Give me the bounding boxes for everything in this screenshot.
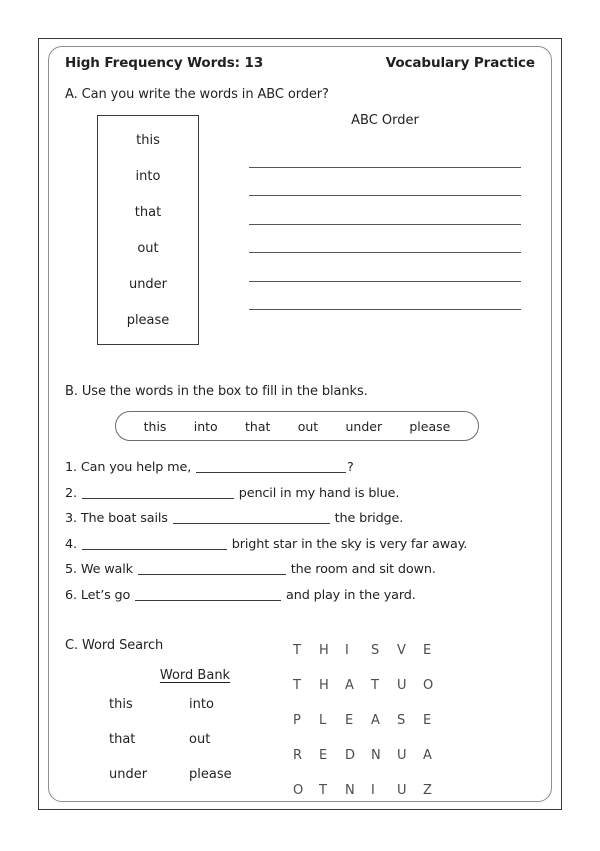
fill-blank-sentence: [65, 506, 543, 532]
word-search-cell[interactable]: N: [371, 748, 381, 763]
fill-blank-sentence: [65, 481, 543, 507]
word-search-cell[interactable]: T: [293, 678, 301, 693]
answer-blank[interactable]: [138, 574, 286, 575]
word-search-cell[interactable]: I: [371, 783, 375, 798]
word-search-cell[interactable]: U: [397, 783, 407, 798]
word-search-cell[interactable]: U: [397, 678, 407, 693]
word-search-cell[interactable]: D: [345, 748, 356, 763]
abc-order-line[interactable]: [249, 143, 521, 172]
word-bank-item: out: [189, 732, 211, 747]
word-search-cell[interactable]: S: [397, 713, 406, 728]
sentence-number: 3.: [65, 511, 77, 526]
sentence-number: 5.: [65, 562, 77, 577]
word-search-cell[interactable]: H: [319, 643, 329, 658]
sentence-text-after: bright star in the sky is very far away.: [231, 536, 468, 552]
word-search-row: [293, 783, 453, 802]
word-search-cell[interactable]: E: [345, 713, 354, 728]
sentence-text-after: the bridge.: [334, 511, 404, 526]
word-bank-item: that: [109, 732, 136, 747]
word-bank-item: this: [109, 697, 133, 712]
word-search-cell[interactable]: P: [293, 713, 301, 728]
answer-blank[interactable]: [196, 472, 346, 473]
sentence-number: 1.: [65, 460, 77, 475]
sentence-text-after: and play in the yard.: [286, 587, 416, 603]
abc-order-line[interactable]: [249, 172, 521, 201]
sentence-number: 4.: [65, 536, 77, 552]
word-bank-item: please: [189, 767, 232, 782]
word-bank-row: [109, 732, 289, 767]
abc-order-line[interactable]: [249, 286, 521, 315]
fill-blank-sentence: [65, 557, 543, 583]
word-bank-item: out: [297, 418, 319, 434]
word-bank-item: into: [189, 697, 214, 712]
abc-order-answer-lines: [249, 143, 521, 314]
sentence-text-before: The boat sails: [80, 511, 168, 526]
sentence-number: 2.: [65, 485, 77, 501]
word-search-cell[interactable]: I: [345, 643, 349, 658]
fill-blank-sentence: [65, 532, 543, 558]
answer-blank[interactable]: [173, 523, 330, 524]
worksheet-content: [49, 47, 552, 802]
fill-blank-sentence: [65, 455, 543, 481]
worksheet-page: [48, 46, 552, 802]
word-search-cell[interactable]: O: [293, 783, 304, 798]
answer-blank[interactable]: [82, 498, 234, 499]
word-search-cell[interactable]: V: [397, 643, 406, 658]
abc-order-title: ABC Order: [351, 113, 419, 128]
section-c-prompt: C. Word Search: [65, 638, 164, 653]
answer-blank[interactable]: [135, 600, 281, 601]
word-bank-item: this: [143, 418, 167, 434]
word-bank-row: [109, 767, 289, 802]
word-search-row: [293, 713, 453, 748]
section-a-prompt: A. Can you write the words in ABC order?: [65, 87, 329, 102]
fill-blank-sentence: [65, 583, 543, 609]
word-search-row: [293, 643, 453, 678]
answer-blank[interactable]: [82, 549, 227, 550]
section-b-prompt: B. Use the words in the box to fill in the blanks.: [65, 384, 368, 399]
word-search-cell[interactable]: U: [397, 748, 407, 763]
word-search-cell[interactable]: H: [319, 678, 329, 693]
word-search-cell[interactable]: E: [423, 643, 432, 658]
word-search-cell[interactable]: O: [423, 678, 434, 693]
word-box-item: this: [136, 132, 160, 148]
word-box-item: into: [135, 168, 161, 184]
sentence-text-before: We walk: [80, 562, 133, 577]
sentence-text-after: pencil in my hand is blue.: [238, 485, 400, 501]
sentence-text-after: ?: [347, 460, 354, 475]
section-c-word-bank-title: Word Bank: [159, 668, 231, 683]
section-b-word-bank: [115, 411, 479, 441]
word-search-cell[interactable]: T: [319, 783, 327, 798]
abc-order-line[interactable]: [249, 200, 521, 229]
word-bank-item: please: [409, 418, 451, 434]
word-search-cell[interactable]: R: [293, 748, 303, 763]
word-search-cell[interactable]: L: [319, 713, 327, 728]
word-search-row: [293, 678, 453, 713]
word-search-cell[interactable]: T: [371, 678, 379, 693]
section-c-word-bank-list: [109, 697, 289, 802]
word-box-item: please: [126, 312, 170, 328]
header-right-title: Vocabulary Practice: [385, 55, 535, 71]
word-search-row: [293, 748, 453, 783]
word-bank-item: under: [109, 767, 148, 782]
abc-order-line[interactable]: [249, 229, 521, 258]
word-bank-row: [109, 697, 289, 732]
word-bank-item: into: [193, 418, 218, 434]
word-box-item: under: [128, 276, 168, 292]
word-search-grid: [293, 643, 453, 802]
word-search-cell[interactable]: N: [345, 783, 355, 798]
section-b-sentences: [65, 455, 543, 608]
word-search-cell[interactable]: E: [319, 748, 328, 763]
word-search-cell[interactable]: Z: [423, 783, 432, 798]
word-search-cell[interactable]: E: [423, 713, 432, 728]
word-box-item: that: [134, 204, 162, 220]
sentence-number: 6.: [65, 587, 77, 603]
abc-order-line[interactable]: [249, 257, 521, 286]
word-search-cell[interactable]: S: [371, 643, 380, 658]
word-search-cell[interactable]: A: [423, 748, 432, 763]
word-box-item: out: [137, 240, 159, 256]
worksheet-header: [65, 55, 535, 71]
header-left-title: High Frequency Words: 13: [65, 55, 264, 71]
word-search-cell[interactable]: A: [345, 678, 354, 693]
sentence-text-before: Can you help me,: [80, 460, 192, 475]
word-search-cell[interactable]: T: [293, 643, 301, 658]
sentence-text-before: Let’s go: [80, 587, 131, 603]
word-bank-item: that: [245, 418, 271, 434]
section-a-word-box: [97, 115, 199, 345]
word-search-cell[interactable]: A: [371, 713, 380, 728]
word-bank-item: under: [345, 418, 383, 434]
sentence-text-after: the room and sit down.: [290, 562, 436, 577]
